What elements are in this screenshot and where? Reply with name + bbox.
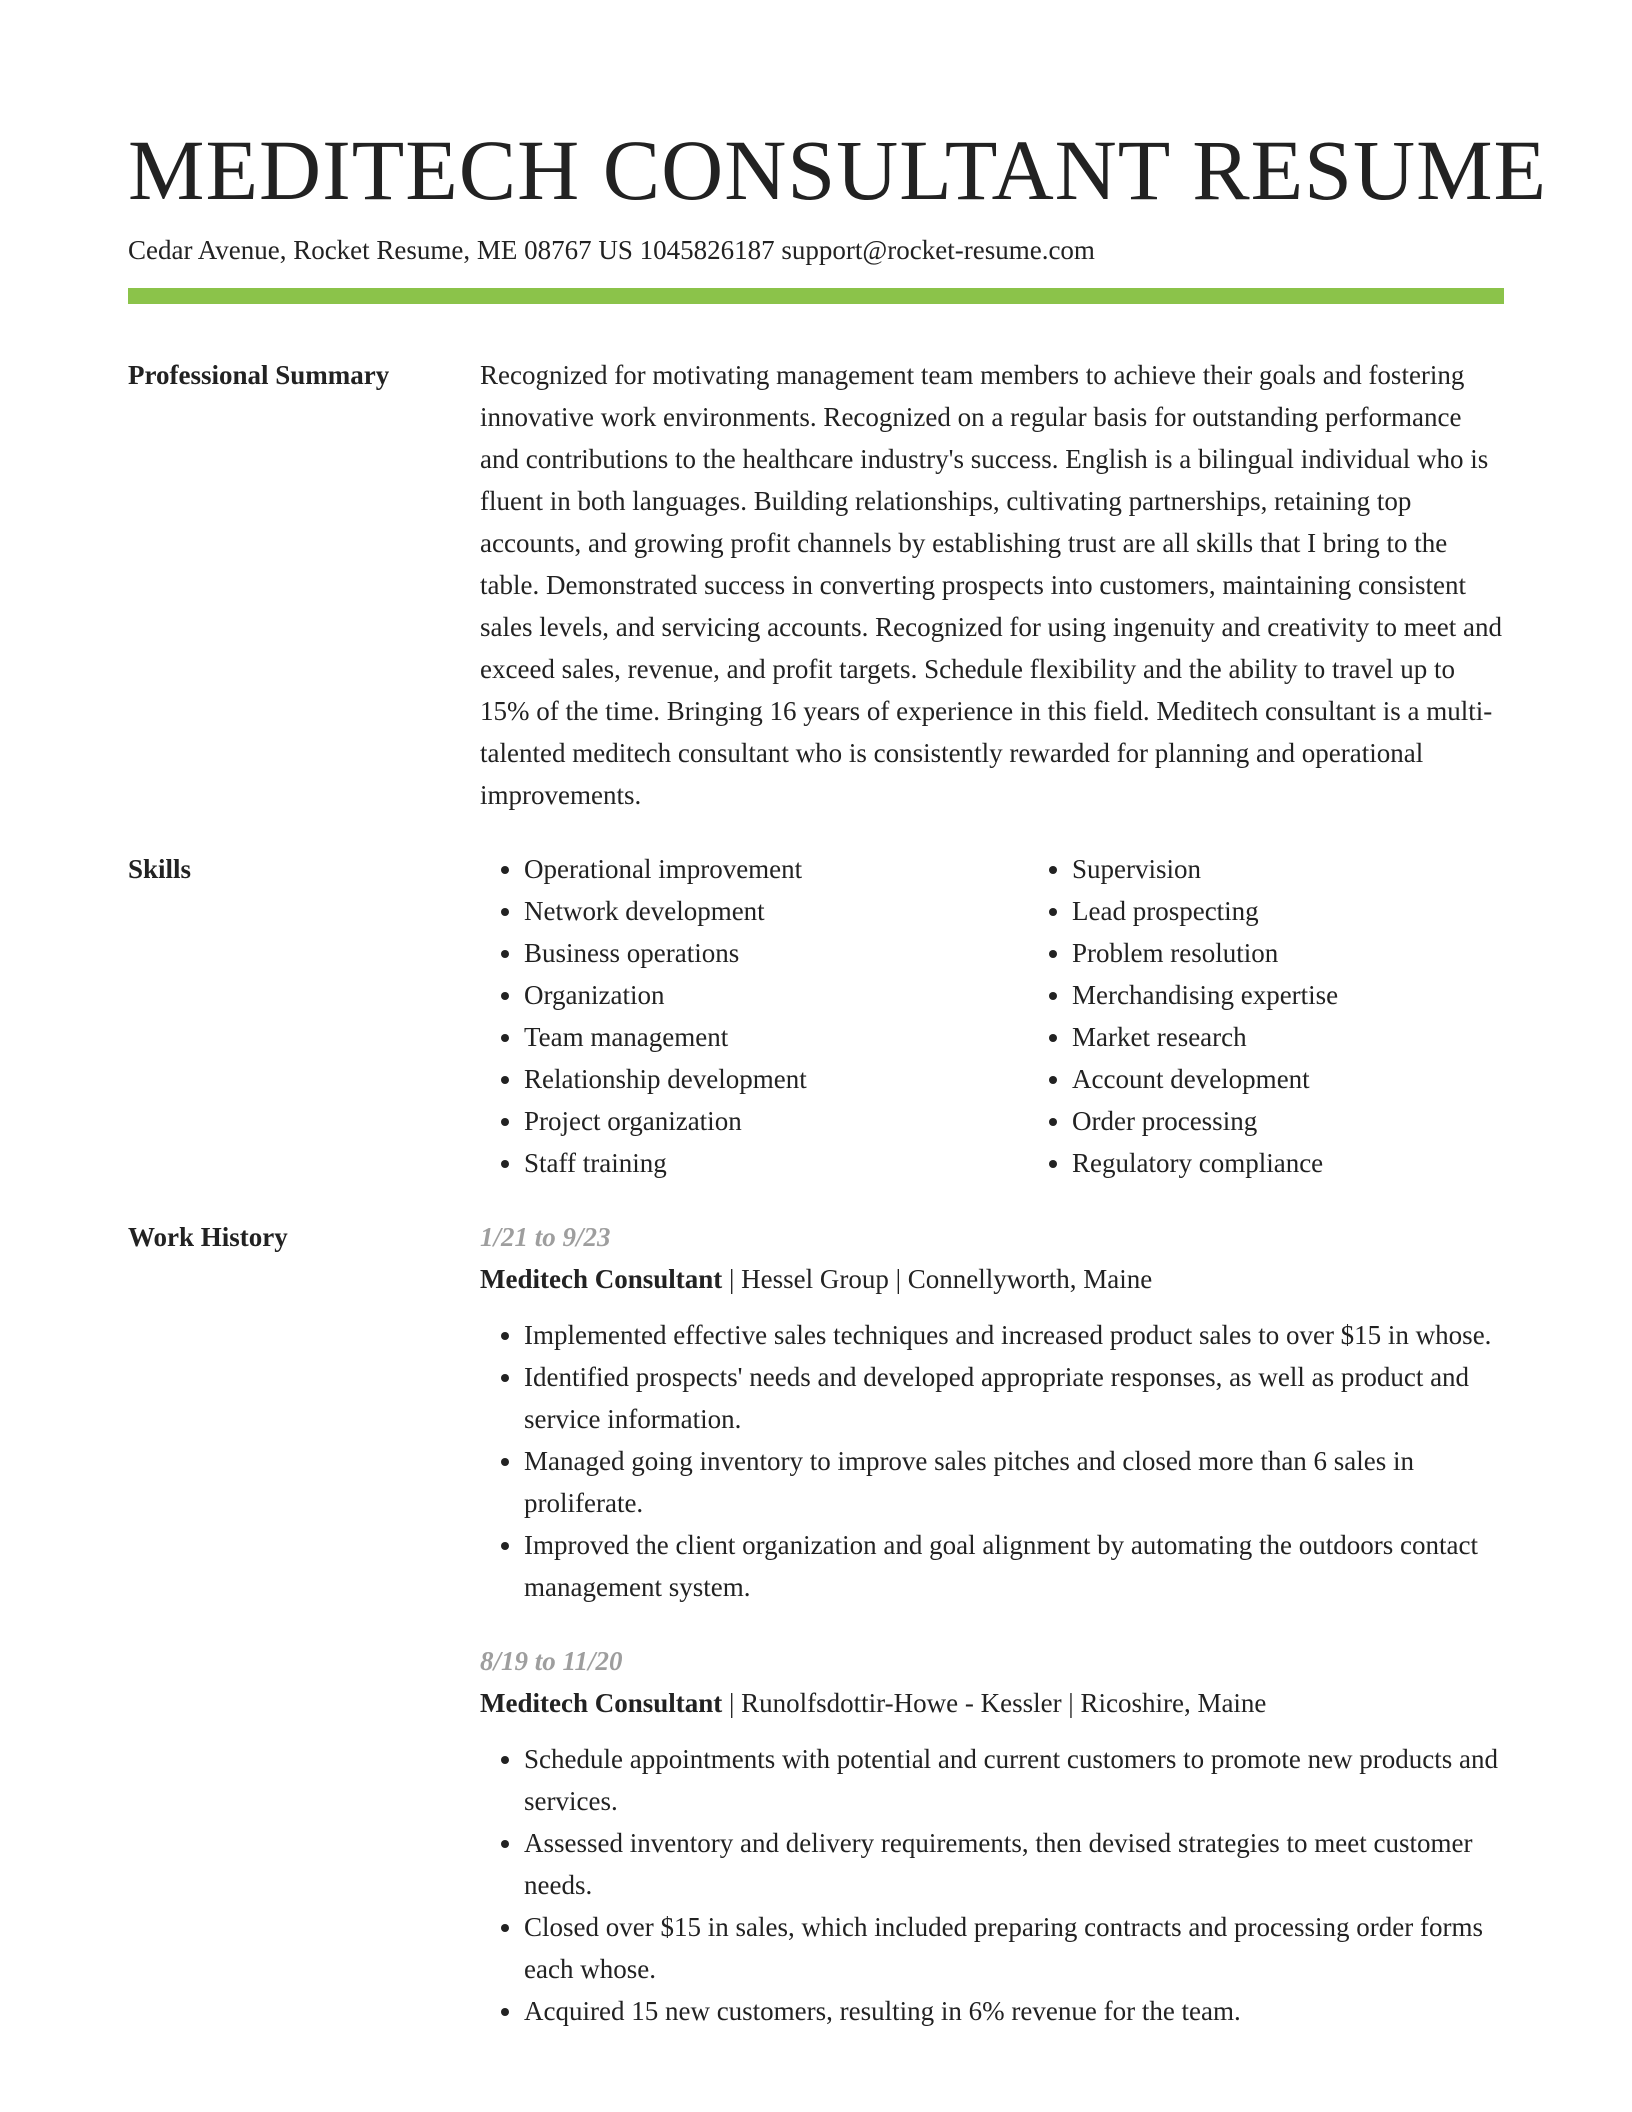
job-heading — [480, 1258, 1504, 1300]
job-title: Meditech Consultant — [480, 1264, 723, 1294]
skill-item: • Relationship development — [524, 1058, 1028, 1100]
job-bullet-list — [480, 1314, 1504, 1608]
skill-item: • Regulatory compliance — [1072, 1142, 1576, 1184]
work-history-section — [128, 1216, 1504, 2032]
skill-item: • Lead prospecting — [1072, 890, 1576, 932]
professional-summary-section — [128, 354, 1504, 816]
resume-title: MEDITECH CONSULTANT RESUME — [128, 122, 1548, 218]
job-bullet: • Implemented effective sales techniques and increased product sales to over $15 in whose. — [524, 1314, 1504, 1356]
job-bullet: • Improved the client organization and goal alignment by automating the outdoors contact management system. — [524, 1524, 1504, 1608]
section-label-work: Work History — [128, 1222, 288, 1252]
job-details: | Hessel Group | Connellyworth, Maine — [722, 1264, 1153, 1294]
job-bullet: • Closed over $15 in sales, which included preparing contracts and processing order forms each whose. — [524, 1906, 1504, 1990]
job-entry — [480, 1640, 1504, 2032]
skills-list-right — [1028, 848, 1576, 1184]
job-bullet: • Acquired 15 new customers, resulting in 6% revenue for the team. — [524, 1990, 1504, 2032]
resume-page — [128, 120, 1548, 2032]
skill-item: • Merchandising expertise — [1072, 974, 1576, 1016]
job-heading — [480, 1682, 1504, 1724]
job-dates: 8/19 to 11/20 — [480, 1646, 623, 1676]
skill-item: • Account development — [1072, 1058, 1576, 1100]
job-title: Meditech Consultant — [480, 1688, 723, 1718]
skill-item: • Supervision — [1072, 848, 1576, 890]
skill-item: • Operational improvement — [524, 848, 1028, 890]
job-entry — [480, 1216, 1504, 1608]
skills-section — [128, 848, 1504, 1184]
job-details: | Runolfsdottir-Howe - Kessler | Ricoshire, Maine — [722, 1688, 1267, 1718]
skill-item: • Order processing — [1072, 1100, 1576, 1142]
skills-list-left — [480, 848, 1028, 1184]
job-bullet: • Schedule appointments with potential and current customers to promote new products and services. — [524, 1738, 1504, 1822]
contact-line: Cedar Avenue, Rocket Resume, ME 08767 US 1045826187 support@rocket-resume.com — [128, 235, 1095, 265]
skill-item: • Staff training — [524, 1142, 1028, 1184]
summary-text: Recognized for motivating management team members to achieve their goals and fostering innovative work environments. Recognized on a regular basis for outstanding performance and contributions to the healthcare industry's success. English is a bilingual individual who is fluent in both languages. Building relationships, cultivating partnerships, retaining top accounts, and growing profit channels by establishing trust are all skills that I bring to the table. Demonstrated success in converting prospects into customers, maintaining consistent sales levels, and servicing accounts. Recognized for using ingenuity and creativity to meet and exceed sales, revenue, and profit targets. Schedule flexibility and the ability to travel up to 15% of the time. Bringing 16 years of experience in this field. Meditech consultant is a multi-talented meditech consultant who is consistently rewarded for planning and operational improvements. — [480, 360, 1502, 810]
skill-item: • Project organization — [524, 1100, 1028, 1142]
accent-divider — [128, 288, 1504, 304]
section-label-skills: Skills — [128, 854, 192, 884]
skill-item: • Market research — [1072, 1016, 1576, 1058]
skill-item: • Problem resolution — [1072, 932, 1576, 974]
skill-item: • Business operations — [524, 932, 1028, 974]
skill-item: • Organization — [524, 974, 1028, 1016]
job-bullet-list — [480, 1738, 1504, 2032]
job-dates: 1/21 to 9/23 — [480, 1222, 611, 1252]
skill-item: • Network development — [524, 890, 1028, 932]
skill-item: • Team management — [524, 1016, 1028, 1058]
job-bullet: • Assessed inventory and delivery requirements, then devised strategies to meet customer needs. — [524, 1822, 1504, 1906]
section-label-summary: Professional Summary — [128, 360, 390, 390]
job-bullet: • Identified prospects' needs and developed appropriate responses, as well as product and service information. — [524, 1356, 1504, 1440]
job-bullet: • Managed going inventory to improve sales pitches and closed more than 6 sales in proliferate. — [524, 1440, 1504, 1524]
